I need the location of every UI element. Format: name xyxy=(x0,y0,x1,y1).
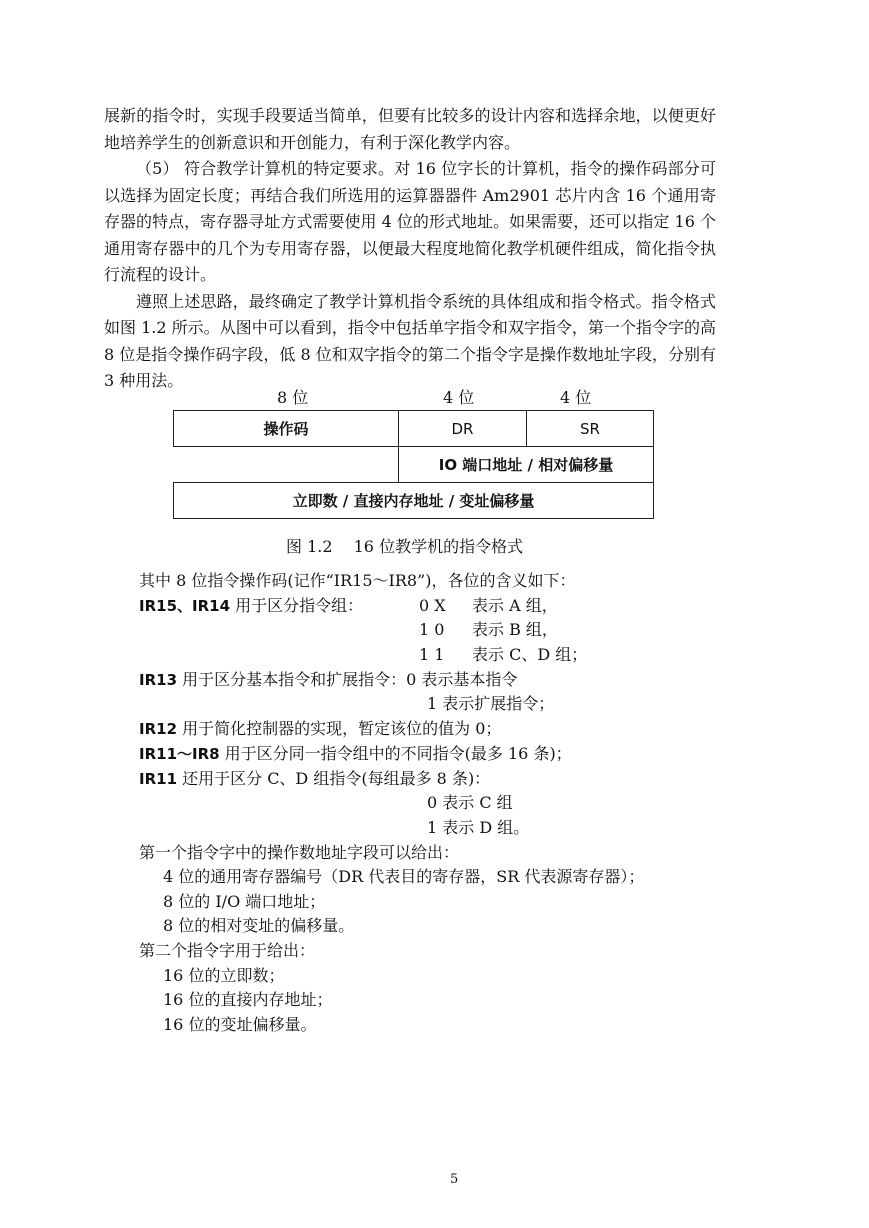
ir1514-line xyxy=(139,596,363,616)
ir118-text: 用于区分同一指令组中的不同指令(最多 16 条)； xyxy=(219,744,572,763)
group-a-code: 0 X xyxy=(419,596,446,615)
ir13-label: IR13 xyxy=(139,671,178,689)
group-cd-text: 表示 C、D 组； xyxy=(472,645,588,664)
ir13-line xyxy=(139,670,517,690)
ir13-text: 用于区分基本指令和扩展指令：0 表示基本指令 xyxy=(177,670,518,689)
opcode-intro: 其中 8 位指令操作码(记作“IR15～IR8”)，各位的含义如下： xyxy=(139,571,576,590)
ir12-line xyxy=(139,719,501,739)
ir13-ext: 1 表示扩展指令； xyxy=(427,694,555,713)
paragraph-1: 展新的指令时，实现手段要适当简单，但要有比较多的设计内容和选择余地，以便更好地培养学生的创新意识和开创能力，有利于深化教学内容。 xyxy=(104,106,716,152)
second-word-diagram xyxy=(173,482,654,519)
dr-cell: DR xyxy=(399,411,527,447)
word1-item-reg: 4 位的通用寄存器编号（DR 代表目的寄存器，SR 代表源寄存器）； xyxy=(163,867,645,886)
word1-item-offset: 8 位的相对变址的偏移量。 xyxy=(163,916,355,935)
ir1514-text: 用于区分指令组： xyxy=(230,596,364,615)
ir12-text: 用于简化控制器的实现，暂定该位的值为 0； xyxy=(177,719,502,738)
bits-label-opcode: 8 位 xyxy=(277,388,309,407)
sr-cell: SR xyxy=(527,411,654,447)
paragraph-3: 遵照上述思路，最终确定了教学计算机指令系统的具体组成和指令格式。指令格式如图 1.2 所示。从图中可以看到，指令中包括单字指令和双字指令，第一个指令字的高 8 位是指令操作码字段，低 8 位和双字指令的第二个指令字是操作数地址字段，分别有 3 种用法。 xyxy=(104,291,716,390)
io-offset-cell: IO 端口地址 / 相对偏移量 xyxy=(399,447,654,483)
figure-caption: 图 1.2 16 位教学机的指令格式 xyxy=(286,537,524,556)
word2-item-index: 16 位的变址偏移量。 xyxy=(163,1015,317,1034)
ir1514-label: IR15、IR14 xyxy=(139,597,231,615)
group-a-text: 表示 A 组， xyxy=(472,596,558,615)
ir118-line xyxy=(139,744,572,764)
group-b-code: 1 0 xyxy=(419,620,445,639)
ir11-text: 还用于区分 C、D 组指令(每组最多 8 条)： xyxy=(177,769,491,788)
word2-item-direct: 16 位的直接内存地址； xyxy=(163,990,333,1009)
group-cd-code: 1 1 xyxy=(419,645,445,664)
bits-label-dr: 4 位 xyxy=(443,388,475,407)
page-number: 5 xyxy=(450,1172,459,1187)
bits-label-sr: 4 位 xyxy=(560,388,592,407)
ir118-label: IR11～IR8 xyxy=(139,745,220,763)
ir11-d-group: 1 表示 D 组。 xyxy=(427,818,530,837)
word2-item-imm: 16 位的立即数； xyxy=(163,966,285,985)
word1-item-io: 8 位的 I/O 端口地址； xyxy=(163,892,326,911)
instruction-format-diagram xyxy=(173,410,654,483)
blank-cell xyxy=(174,447,399,483)
paragraph-2: （5） 符合教学计算机的特定要求。对 16 位字长的计算机，指令的操作码部分可以选择为固定长度；再结合我们所选用的运算器器件 Am2901 芯片内含 16 个通用寄存器的特点，寄存器寻址方式需要使用 4 位的形式地址。如果需要，还可以指定 16 个通用寄存器中的几个为专用寄存器，以便最大程度地简化教学机硬件组成，简化指令执行流程的设计。 xyxy=(104,159,716,284)
opcode-cell: 操作码 xyxy=(174,411,399,447)
ir12-label: IR12 xyxy=(139,720,178,738)
word1-title: 第一个指令字中的操作数地址字段可以给出： xyxy=(139,843,460,862)
group-b-text: 表示 B 组， xyxy=(472,620,558,639)
intro-text xyxy=(104,103,716,395)
ir11-label: IR11 xyxy=(139,770,178,788)
immediate-cell: 立即数 / 直接内存地址 / 变址偏移量 xyxy=(174,483,654,519)
ir11-c-group: 0 表示 C 组 xyxy=(427,793,513,812)
word2-title: 第二个指令字用于给出： xyxy=(139,941,316,960)
ir11-line xyxy=(139,769,490,789)
